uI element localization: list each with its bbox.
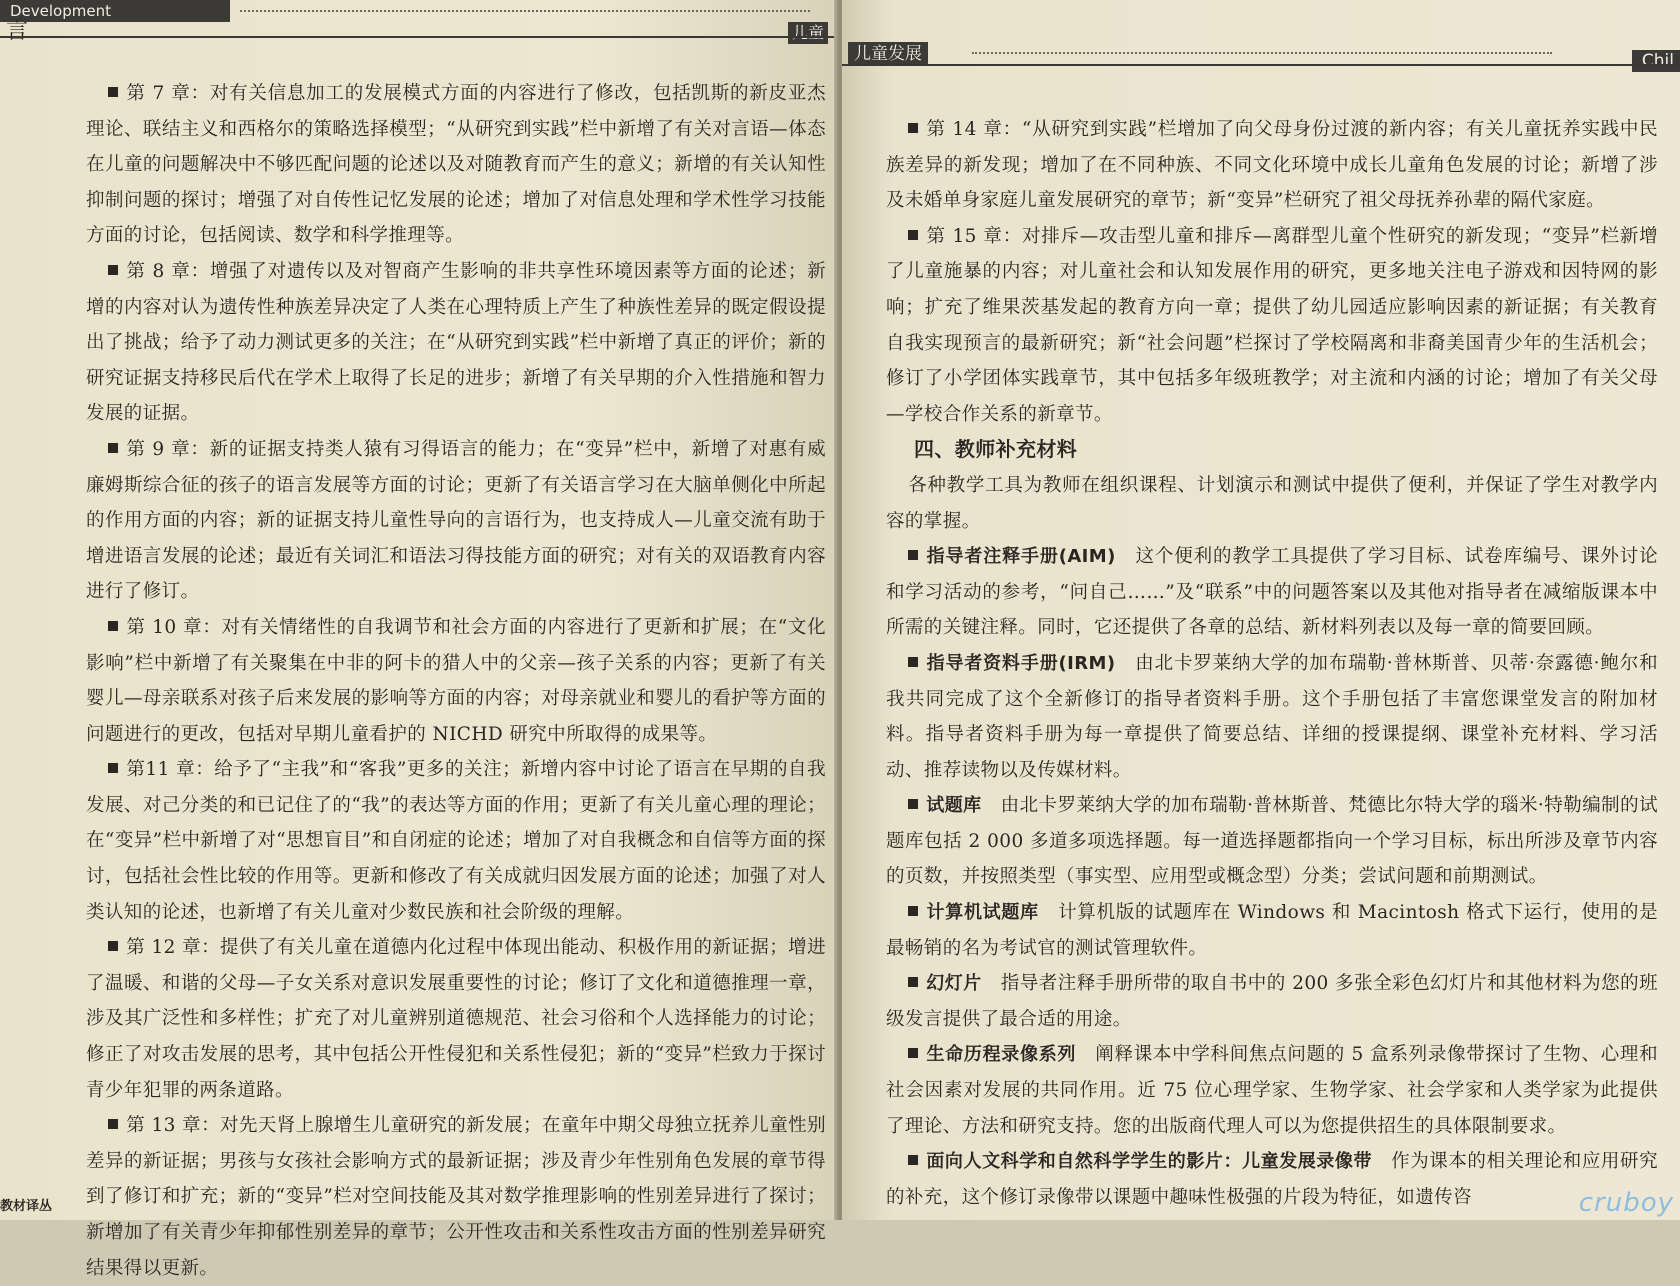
chapter-9-paragraph (86, 432, 826, 610)
left-page (0, 0, 838, 1279)
material-irm (886, 646, 1658, 788)
chapter-label: 第 13 章 (126, 1115, 202, 1137)
material-label: 指导者注释手册(AIM) (926, 546, 1116, 568)
material-text: 阐释课本中学科间焦点问题的 5 盒系列录像带探讨了生物、心理和社会因素对发展的共同作用。近 75 位心理学家、生物学家、社会学家和人类学家为此提供了理论、方法和研究支持。您的出版商代理人可以为您提供招生的具体限制要求。 (886, 1044, 1658, 1137)
right-body-text (886, 112, 1658, 1215)
bullet-square-icon (108, 763, 118, 773)
material-label: 幻灯片 (926, 973, 982, 995)
chapter-12-paragraph (86, 930, 826, 1108)
bullet-square-icon (108, 941, 118, 951)
section-intro: 各种教学工具为教师在组织课程、计划演示和测试中提供了便利，并保证了学生对教学内容的掌握。 (886, 474, 1658, 532)
bullet-square-icon (908, 657, 918, 667)
material-label: 试题库 (926, 795, 982, 817)
chapter-text: ：提供了有关儿童在道德内化过程中体现出能动、积极作用的新证据；增进了温暖、和谐的父母—子女关系对意识发展重要性的讨论；修订了文化和道德推理一章，涉及其广泛性和多样性；扩充了对儿童辨别道德规范、社会习俗和个人选择能力的讨论；修正了对攻击发展的思考，其中包括公开性侵犯和关系性侵犯；新的“变异”栏致力于探讨青少年犯罪的两条道路。 (86, 937, 827, 1101)
material-aim (886, 539, 1658, 646)
material-label: 计算机试题库 (926, 902, 1039, 924)
bullet-square-icon (108, 1119, 118, 1129)
right-page (842, 0, 1680, 1220)
left-running-title: 儿童 (788, 22, 828, 44)
material-text: 计算机版的试题库在 Windows 和 Macintosh 格式下运行，使用的是最畅销的名为考试官的测试管理软件。 (886, 902, 1659, 959)
material-label: 面向人文科学和自然科学学生的影片：儿童发展录像带 (926, 1151, 1373, 1173)
chapter-text: ：“从研究到实践”栏增加了向父母身份过渡的新内容；有关儿童抚养实践中民族差异的新发现；增加了在不同种族、不同文化环境中成长儿童角色发展的讨论；新增了涉及未婚单身家庭儿童发展研究的章节；新“变异”栏研究了祖父母抚养孙辈的隔代家庭。 (886, 119, 1659, 212)
bullet-square-icon (108, 443, 118, 453)
material-computer-test-bank (886, 895, 1658, 966)
chapter-7-paragraph (86, 76, 826, 254)
chapter-label: 第 8 章 (126, 260, 191, 282)
left-header-rule (0, 36, 838, 38)
bullet-square-icon (908, 906, 918, 916)
material-video-series (886, 1037, 1658, 1144)
bullet-square-icon (908, 230, 918, 240)
chapter-15-paragraph (886, 219, 1658, 433)
chapter-text: ：对排斥—攻击型儿童和排斥—离群型儿童个性研究的新发现；“变异”栏新增了儿童施暴的内容；对儿童社会和认知发展作用的研究，更多地关注电子游戏和因特网的影响；扩充了维果茨基发起的教育方向一章；提供了幼儿园适应影响因素的新证据；有关教育自我实现预言的最新研究；新“社会问题”栏探讨了学校隔离和非裔美国青少年的生活机会；修订了小学团体实践章节，其中包括多年级班教学；对主流和内涵的讨论；增加了有关父母—学校合作关系的新章节。 (886, 225, 1659, 425)
left-footer-series: 教材译丛 (0, 1199, 53, 1214)
left-corner-char: 言 (6, 19, 29, 44)
bullet-square-icon (108, 87, 118, 97)
material-text: 由北卡罗莱纳大学的加布瑞勒·普林斯普、梵德比尔特大学的瑙米·特勒编制的试题库包括 2 000 多道多项选择题。每一道选择题都指向一个学习目标，标出所涉及章节内容的页数，并按照类型（事实型、应用型或概念型）分类；尝试问题和前期测试。 (886, 795, 1658, 888)
chapter-text: ：对先天肾上腺增生儿童研究的新发展；在童年中期父母独立抚养儿童性别差异的新证据；男孩与女孩社会影响方式的最新证据；涉及青少年性别角色发展的章节得到了修订和扩充；新的“变异”栏对空间技能及其对数学推理影响的性别差异进行了探讨；新增加了有关青少年抑郁性别差异的章节；公开性攻击和关系性攻击方面的性别差异研究结果得以更新。 (86, 1115, 827, 1279)
material-text: 由北卡罗莱纳大学的加布瑞勒·普林斯普、贝蒂·奈露德·鲍尔和我共同完成了这个全新修订的指导者资料手册。这个手册包括了丰富您课堂发言的附加材料。指导者资料手册为每一章提供了简要总结、详细的授课提纲、课堂补充材料、学习活动、推荐读物以及传媒材料。 (886, 652, 1658, 781)
material-text: 这个便利的教学工具提供了学习目标、试卷库编号、课外讨论和学习活动的参考，“问自己……”及“联系”中的问题答案以及其他对指导者在减缩版课本中所需的关键注释。同时，它还提供了各章的总结、新材料列表以及每一章的简要回顾。 (886, 546, 1658, 639)
chapter-10-paragraph (86, 610, 826, 752)
material-slides (886, 966, 1658, 1037)
left-body-text (86, 76, 826, 1286)
watermark: cruboy (1578, 1188, 1674, 1218)
chapter-label: 第 15 章 (926, 225, 1003, 247)
bullet-square-icon (908, 550, 918, 560)
bullet-square-icon (908, 123, 918, 133)
chapter-label: 第 9 章 (126, 438, 191, 460)
right-running-title-en: Chil (1632, 50, 1680, 72)
chapter-13-paragraph (86, 1108, 826, 1286)
bullet-square-icon (908, 1155, 918, 1165)
left-header-band: Development (0, 0, 230, 22)
chapter-label: 第 14 章 (926, 119, 1003, 140)
material-text: 指导者注释手册所带的取自书中的 200 多张全彩色幻灯片和其他材料为您的班级发言提供了最合适的用途。 (886, 973, 1658, 1030)
material-label: 生命历程录像系列 (926, 1044, 1077, 1066)
material-test-bank (886, 788, 1658, 895)
chapter-label: 第 10 章 (126, 616, 203, 638)
bullet-square-icon (908, 1048, 918, 1058)
right-header-rule (842, 64, 1680, 66)
chapter-label: 第 7 章 (126, 83, 191, 104)
bullet-square-icon (908, 799, 918, 809)
material-label: 指导者资料手册(IRM) (926, 652, 1116, 674)
chapter-text: ：新的证据支持类人猿有习得语言的能力；在“变异”栏中，新增了对惠有威廉姆斯综合征的孩子的语言发展等方面的讨论；更新了有关语言学习在大脑单侧化中所起的作用方面的内容；新的证据支持儿童性导向的言语行为，也支持成人—儿童交流有助于增进语言发展的论述；最近有关词汇和语法习得技能方面的研究；对有关的双语教育内容进行了修订。 (86, 438, 826, 603)
material-text: 作为课本的相关理论和应用研究的补充，这个修订录像带以课题中趣味性极强的片段为特征，如遗传咨 (886, 1151, 1658, 1208)
chapter-11-paragraph (86, 752, 826, 930)
bullet-square-icon (108, 265, 118, 275)
chapter-text: ：给予了“主我”和“客我”更多的关注；新增内容中讨论了语言在早期的自我发展、对己分类的和已记住了的“我”的表达等方面的作用；更新了有关儿童心理的理论；在“变异”栏中新增了对“思想盲目”和自闭症的论述；增加了对自我概念和自信等方面的探讨，包括社会性比较的作用等。更新和修改了有关成就归因发展方面的论述；加强了对人类认知的论述，也新增了有关儿童对少数民族和社会阶级的理解。 (86, 759, 826, 923)
chapter-8-paragraph (86, 254, 826, 432)
chapter-text: ：对有关信息加工的发展模式方面的内容进行了修改，包括凯斯的新皮亚杰理论、联结主义和西格尔的策略选择模型；“从研究到实践”栏中新增了有关对言语—体态在儿童的问题解决中不够匹配问题的论述以及对随教育而产生的意义；新增的有关认知性抑制问题的探讨；增强了对自传性记忆发展的论述；增加了对信息处理和学术性学习技能方面的讨论，包括阅读、数学和科学推理等。 (86, 83, 826, 247)
left-header-dots (240, 10, 810, 12)
chapter-14-paragraph (886, 112, 1658, 219)
material-film (886, 1144, 1658, 1215)
right-header-dots (972, 52, 1552, 54)
bullet-square-icon (908, 977, 918, 987)
chapter-label: 第11 章 (126, 759, 196, 781)
chapter-label: 第 12 章 (126, 937, 202, 959)
section-heading: 四、教师补充材料 (914, 437, 1078, 462)
right-running-title: 儿童发展 (848, 42, 928, 66)
chapter-text: ：增强了对遗传以及对智商产生影响的非共享性环境因素等方面的论述；新增的内容对认为遗传性种族差异决定了人类在心理特质上产生了种族性差异的既定假设提出了挑战；给予了动力测试更多的关注；在“从研究到实践”栏中新增了真正的评价；新的研究证据支持移民后代在学术上取得了长足的进步；新增了有关早期的介入性措施和智力发展的证据。 (86, 260, 826, 425)
bullet-square-icon (108, 621, 118, 631)
chapter-text: ：对有关情绪性的自我调节和社会方面的内容进行了更新和扩展；在“文化影响”栏中新增了有关聚集在中非的阿卡的猎人中的父亲—孩子关系的内容；更新了有关婴儿—母亲联系对孩子后来发展的影响等方面的内容；对母亲就业和婴儿的看护等方面的问题进行的更改，包括对早期儿童看护的 NICHD 研究中所取得的成果等。 (86, 616, 827, 745)
